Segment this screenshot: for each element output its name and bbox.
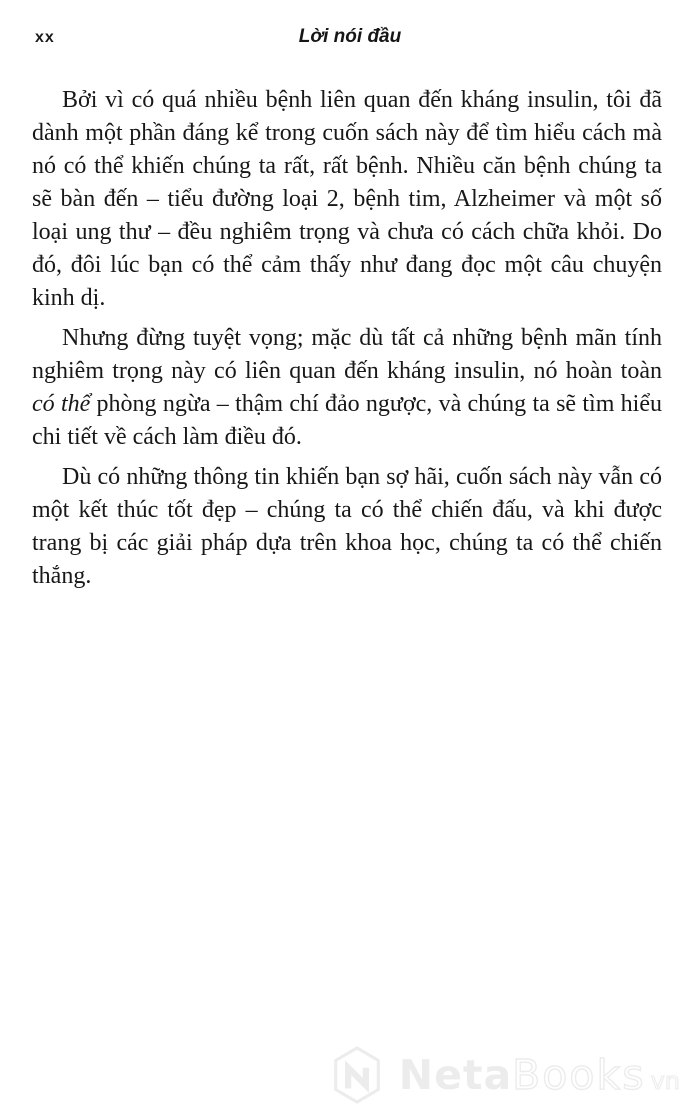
- watermark-brand-primary: Neta: [398, 1050, 513, 1099]
- paragraph-text: Nhưng đừng tuyệt vọng; mặc dù tất cả những bệnh mãn tính nghiêm trọng này có liên quan đến kháng insulin, nó hoàn toàn: [32, 325, 662, 384]
- watermark-domain-suffix: vn: [650, 1066, 680, 1095]
- paragraph-text: Bởi vì có quá nhiều bệnh liên quan đến kháng insulin, tôi đã dành một phần đáng kể trong cuốn sách này để tìm hiểu cách mà nó có thể khiến chúng ta rất, rất bệnh. Nhiều căn bệnh chúng ta sẽ bàn đến – tiểu đường loại 2, bệnh tim, Alzheimer và một số loại ung thư – đều nghiêm trọng và chưa có cách chữa khỏi. Do đó, đôi lúc bạn có thể cảm thấy như đang đọc một câu chuyện kinh dị.: [32, 87, 662, 311]
- hexagon-n-logo-icon: [331, 1044, 383, 1106]
- netabooks-watermark: [331, 1044, 680, 1106]
- running-header-title: Lời nói đầu: [298, 26, 402, 47]
- paragraph-text: Dù có những thông tin khiến bạn sợ hãi, cuốn sách này vẫn có một kết thúc tốt đẹp – chúng ta có thể chiến đấu, và khi được trang bị các giải pháp dựa trên khoa học, chúng ta có thể chiến thắng.: [32, 464, 662, 589]
- running-header: [0, 26, 700, 52]
- page-number: xx: [35, 29, 55, 46]
- emphasized-phrase: có thể: [32, 391, 91, 417]
- paragraph-3: [32, 461, 662, 593]
- watermark-text: [398, 1050, 680, 1099]
- paragraph-1: [32, 84, 662, 315]
- watermark-brand-secondary: Books: [512, 1050, 646, 1099]
- paragraph-text: phòng ngừa – thậm chí đảo ngược, và chúng ta sẽ tìm hiểu chi tiết về cách làm điều đó.: [32, 391, 662, 450]
- page-body: [32, 84, 662, 600]
- paragraph-2: [32, 322, 662, 454]
